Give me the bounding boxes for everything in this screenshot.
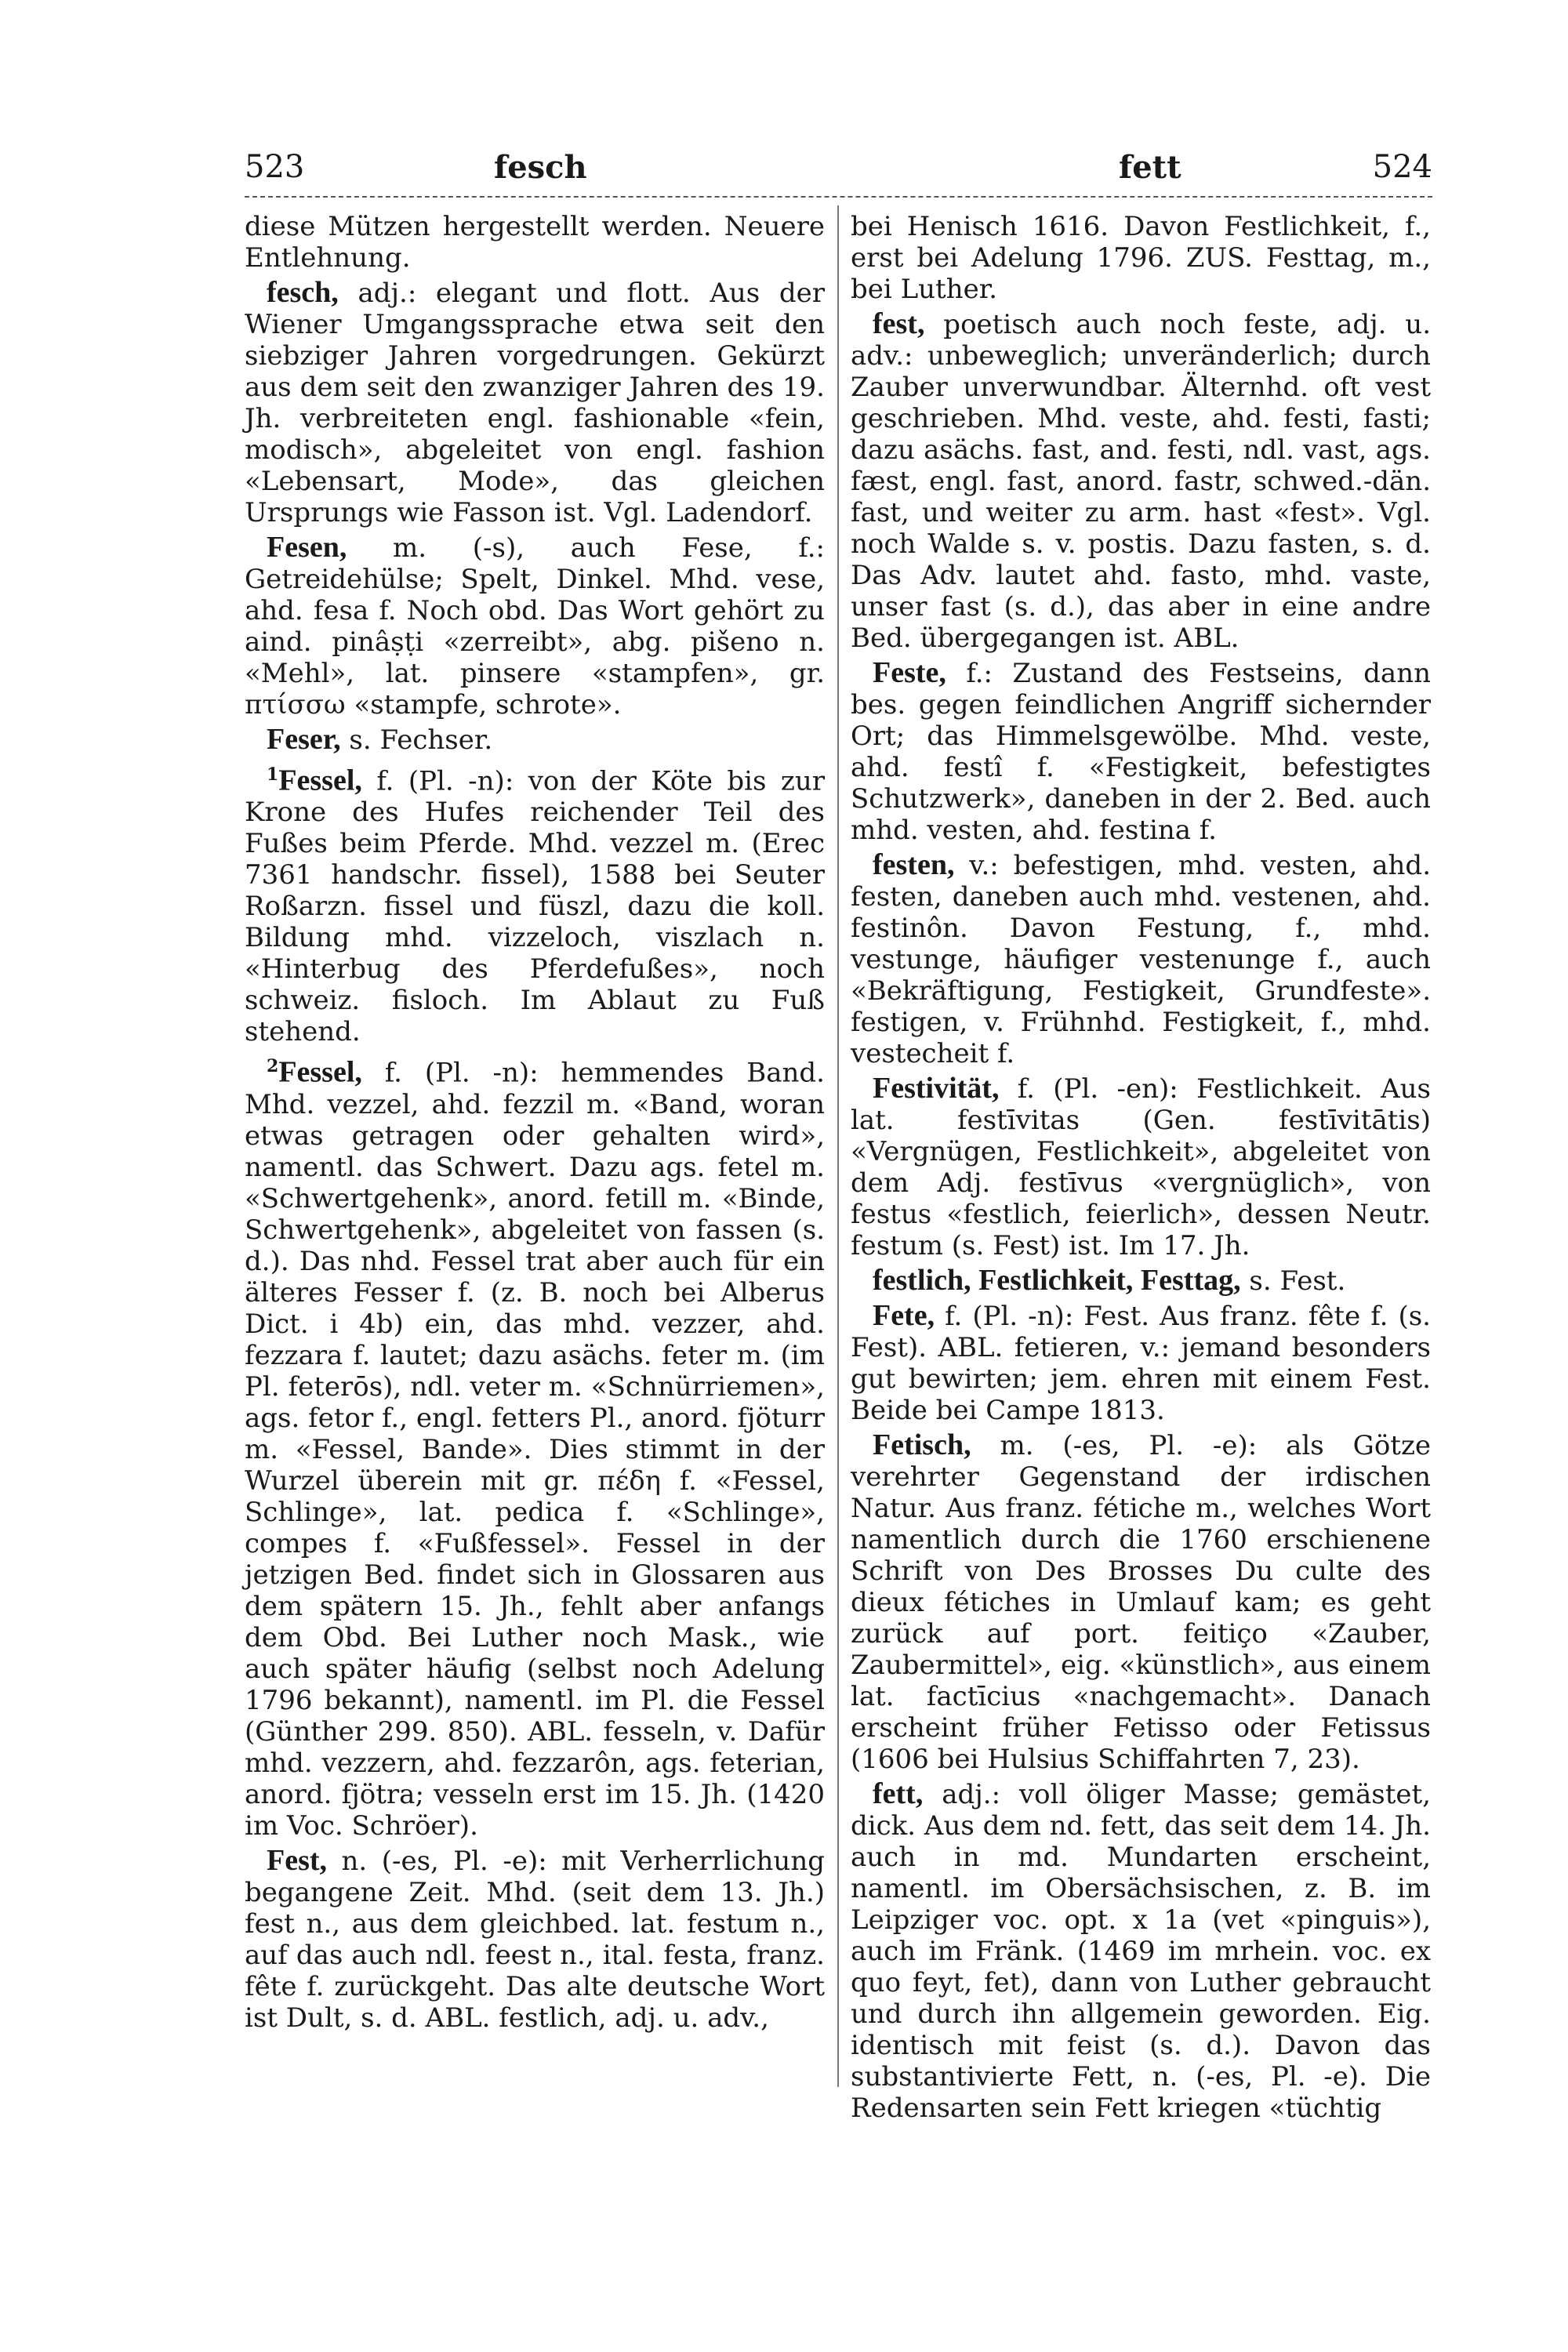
column-divider [837, 205, 839, 2087]
dictionary-entry [851, 308, 1431, 654]
left-page-number: 523 [245, 149, 305, 185]
left-column [245, 210, 825, 2037]
entry-lemma: fesch, [267, 276, 339, 309]
dictionary-entry [851, 1265, 1431, 1297]
dictionary-entry [851, 1073, 1431, 1261]
entry-text: f. (Pl. -en): Festlichkeit. Aus lat. festīvitas (Gen. festīvitātis) «Vergnügen, Festlichkeit», abgeleitet von dem Adj. festīvus «vergnüglich», von festus «festlich, feierlich», dessen Neutr. festum (s. Fest) ist. Im 17. Jh. [851, 1073, 1431, 1261]
dictionary-entry [245, 759, 825, 1047]
entry-text: v.: befestigen, mhd. vesten, ahd. festen, daneben auch mhd. vestenen, ahd. festinôn. Davon Festung, f., mhd. vestunge, häufiger vestenunge f., auch «Bekräftigung, Festigkeit, Grundfeste». festigen, v. Frühnhd. Festigkeit, f., mhd. vestecheit f. [851, 850, 1431, 1069]
entry-text: s. Fechser. [340, 724, 493, 756]
dictionary-entry [851, 849, 1431, 1069]
dictionary-entry [851, 210, 1431, 305]
entry-text: f. (Pl. -n): hemmendes Band. Mhd. vezzel, ahd. fezzil m. «Band, woran etwas getragen oder gehalten wird», namentl. das Schwert. Dazu ags. fetel m. «Schwertgehenk», anord. fetill m. «Binde, Schwertgehenk», abgeleitet von fassen (s. d.). Das nhd. Fessel trat aber auch für ein älteres Fesser f. (z. B. noch bei Alberus Dict. i 4b) ein, das mhd. vezzer, ahd. fezzara f. lautet; dazu asächs. feter m. (im Pl. feterōs), ndl. veter m. «Schnürriemen», ags. fetor f., engl. fetters Pl., anord. fjöturr m. «Fessel, Bande». Dies stimmt in der Wurzel überein mit gr. πέδη f. «Fessel, Schlinge», lat. pedica f. «Schlinge», compes f. «Fußfessel». Fessel in der jetzigen Bed. findet sich in Glossaren aus dem spätern 15. Jh., fehlt aber anfangs dem Obd. Bei Luther noch Mask., wie auch später häufig (selbst noch Adelung 1796 bekannt), namentl. im Pl. die Fessel (Günther 299. 850). ABL. fesseln, v. Dafür mhd. vezzern, ahd. fezzarôn, ags. feterian, anord. fjötra; vesseln erst im 15. Jh. (1420 im Voc. Schröer). [245, 1057, 825, 1842]
dictionary-entry [851, 657, 1431, 846]
homonym-number: 1 [267, 764, 279, 785]
right-column [851, 210, 1431, 2127]
entry-text: f. (Pl. -n): Fest. Aus franz. fête f. (s. Fest). ABL. fetieren, v.: jemand besonders gut bewirten; jem. ehren mit einem Fest. Beide bei Campe 1813. [851, 1301, 1431, 1426]
page-header [245, 149, 1432, 196]
dictionary-entry [245, 1845, 825, 2034]
entry-text: poetisch auch noch feste, adj. u. adv.: unbeweglich; unveränderlich; durch Zauber unverwundbar. Älternhd. oft vest geschrieben. Mhd. veste, ahd. festi, fasti; dazu asächs. fast, and. festi, ndl. vast, ags. fæst, engl. fast, anord. fastr, schwed.-dän. fast, und weiter zu arm. hast «fest». Vgl. noch Walde s. v. postis. Dazu fasten, s. d. Das Adv. lautet ahd. fasto, mhd. vaste, unser fast (s. d.), das aber in eine andre Bed. übergegangen ist. ABL. [851, 309, 1431, 654]
dictionary-entry [245, 210, 825, 274]
dictionary-entry [245, 1051, 825, 1841]
entry-lemma: fest, [873, 307, 925, 340]
entry-lemma: Fessel, [278, 1055, 362, 1089]
entry-text: f. (Pl. -n): von der Köte bis zur Krone des Hufes reichender Teil des Fußes beim Pferde. Mhd. vezzel m. (Erec 7361 handschr. fissel), 1588 bei Seuter Roßarzn. fissel und füszl, dazu die koll. Bildung mhd. vizzeloch, viszlach n. «Hinterbug des Pferdefußes», noch schweiz. fisloch. Im Ablaut zu Fuß stehend. [245, 765, 825, 1048]
dictionary-entry [851, 1429, 1431, 1775]
right-page-number: 524 [1372, 149, 1432, 185]
entry-lemma: Fessel, [278, 764, 362, 797]
entry-lemma: fett, [873, 1777, 924, 1810]
entry-text: diese Mützen hergestellt werden. Neuere Entlehnung. [245, 211, 825, 274]
header-rule [245, 196, 1432, 198]
dictionary-entry [851, 1778, 1431, 2124]
dictionary-entry [245, 277, 825, 528]
entry-lemma: Feser, [267, 723, 341, 756]
homonym-number: 2 [267, 1056, 279, 1077]
entry-text: adj.: elegant und flott. Aus der Wiener Umgangssprache etwa seit den siebziger Jahren vorgedrungen. Gekürzt aus dem seit den zwanziger Jahren des 19. Jh. verbreiteten engl. fashionable «fein, modisch», abgeleitet von engl. fashion «Lebensart, Mode», das gleichen Ursprungs wie Fasson ist. Vgl. Ladendorf. [245, 278, 825, 528]
left-running-head: fesch [494, 149, 587, 186]
entry-text: m. (-s), auch Fese, f.: Getreidehülse; Spelt, Dinkel. Mhd. vese, ahd. fesa f. Noch obd. Das Wort gehört zu aind. pinâṣṭi «zerreibt», abg. pišeno n. «Mehl», lat. pinsere «stampfen», gr. πτίσσω «stampfe, schrote». [245, 532, 825, 720]
entry-lemma: Fest, [267, 1843, 328, 1877]
entry-lemma: Fete, [873, 1299, 935, 1332]
entry-text: adj.: voll öliger Masse; gemästet, dick. Aus dem nd. fett, das seit dem 14. Jh. auch in md. Mundarten erscheint, namentl. im Obersächsischen, z. B. im Leipziger voc. opt. x 1a (vet «pinguis»), auch im Fränk. (1469 im mrhein. voc. ex quo feyt, fet), dann von Luther gebraucht und durch ihn allgemein geworden. Eig. identisch mit feist (s. d.). Davon das substantivierte Fett, n. (-es, Pl. -e). Die Redensarten sein Fett kriegen «tüchtig [851, 1779, 1431, 2124]
entry-text: f.: Zustand des Festseins, dann bes. gegen feindlichen Angriff sichernder Ort; das Himmelsgewölbe. Mhd. veste, ahd. festî f. «Festigkeit, befestigtes Schutzwerk», daneben in der 2. Bed. auch mhd. vesten, ahd. festina f. [851, 658, 1431, 846]
dictionary-entry [851, 1300, 1431, 1426]
entry-lemma: Fetisch, [873, 1428, 971, 1461]
dictionary-entry [245, 724, 825, 756]
entry-lemma: festlich, Festlichkeit, Festtag, [873, 1264, 1241, 1297]
dictionary-entry [245, 532, 825, 720]
entry-lemma: Feste, [873, 656, 946, 689]
entry-text: n. (-es, Pl. -e): mit Verherrlichung begangene Zeit. Mhd. (seit dem 13. Jh.) fest n., aus dem gleichbed. lat. festum n., auf das auch ndl. feest n., ital. festa, franz. fête f. zurückgeht. Das alte deutsche Wort ist Dult, s. d. ABL. festlich, adj. u. adv., [245, 1845, 825, 2034]
entry-lemma: Festivität, [873, 1072, 1000, 1105]
entry-lemma: Fesen, [267, 531, 347, 564]
entry-text: bei Henisch 1616. Davon Festlichkeit, f., erst bei Adelung 1796. ZUS. Festtag, m., bei Luther. [851, 211, 1431, 305]
entry-text: s. Fest. [1240, 1265, 1346, 1297]
entry-text: m. (-es, Pl. -e): als Götze verehrter Gegenstand der irdischen Natur. Aus franz. fétiche m., welches Wort namentlich durch die 1760 erschienene Schrift von Des Brosses Du culte des dieux fétiches in Umlauf kam; es geht zurück auf port. feitiço «Zauber, Zaubermittel», eig. «künstlich», aus einem lat. factīcius «nachgemacht». Danach erscheint früher Fetisso oder Fetissus (1606 bei Hulsius Schiffahrten 7, 23). [851, 1430, 1431, 1775]
entry-lemma: festen, [873, 848, 955, 881]
right-running-head: fett [1119, 149, 1181, 186]
